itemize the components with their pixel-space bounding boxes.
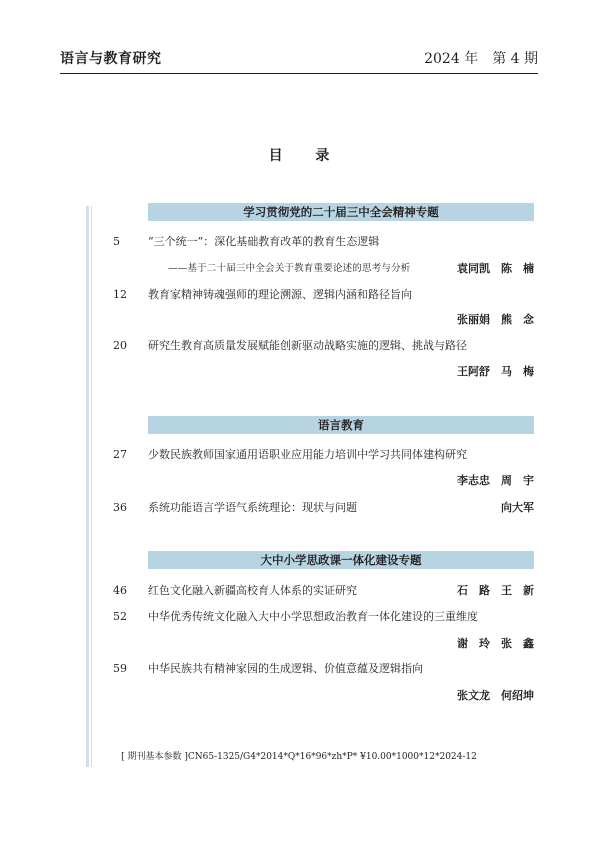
entry-page-number: 36 — [113, 501, 127, 514]
entry-page-number: 12 — [113, 288, 127, 301]
entry-title[interactable]: 系统功能语言学语气系统理论：现状与问题 — [148, 501, 357, 514]
entry-title[interactable]: 研究生教育高质量发展赋能创新驱动战略实施的逻辑、挑战与路径 — [148, 339, 467, 352]
entry-author: 谢 玲 张 鑫 — [457, 637, 534, 650]
entry-title[interactable]: 教育家精神铸魂强师的理论溯源、逻辑内涵和路径旨向 — [148, 288, 412, 301]
entry-page-number: 27 — [113, 448, 127, 461]
entry-page-number: 5 — [113, 235, 120, 248]
entry-title[interactable]: 中华优秀传统文化融入大中小学思想政治教育一体化建设的三重维度 — [148, 610, 478, 623]
entry-page-number: 20 — [113, 339, 127, 352]
entry-title[interactable]: “三个统一”：深化基础教育改革的教育生态逻辑 — [148, 235, 380, 248]
section-heading: 学习贯彻党的二十届三中全会精神专题 — [148, 203, 534, 221]
entry-author: 张丽娟 熊 念 — [457, 313, 534, 326]
journal-name: 语言与教育研究 — [60, 51, 162, 67]
header-rule — [60, 73, 538, 74]
entry-author: 向大军 — [501, 501, 534, 514]
page-header — [60, 46, 538, 70]
entry-title[interactable]: 红色文化融入新疆高校育人体系的实证研究 — [148, 584, 357, 597]
section-heading: 大中小学思政课一体化建设专题 — [148, 551, 534, 569]
entry-author: 李志忠 周 宇 — [457, 474, 534, 487]
journal-parameters-footer: [ 期刊基本参数 ]CN65-1325/G4*2014*Q*16*96*zh*P* ¥10.00*1000*12*2024-12 — [121, 752, 477, 762]
entry-author: 张文龙 何绍坤 — [457, 689, 534, 702]
entry-subtitle: ——基于二十届三中全会关于教育重要论述的思考与分析 — [168, 263, 411, 274]
section-heading: 语言教育 — [148, 416, 534, 434]
decorative-vertical-bar — [86, 206, 89, 767]
entry-page-number: 46 — [113, 584, 127, 597]
entry-author: 王阿舒 马 梅 — [457, 365, 534, 378]
entry-title[interactable]: 中华民族共有精神家园的生成逻辑、价值意蕴及逻辑指向 — [148, 662, 423, 675]
entry-page-number: 52 — [113, 610, 127, 623]
entry-page-number: 59 — [113, 662, 127, 675]
toc-title: 目 录 — [268, 148, 344, 164]
issue-label: 2024 年 第 4 期 — [424, 51, 538, 67]
decorative-vertical-line — [91, 206, 92, 767]
entry-title[interactable]: 少数民族教师国家通用语职业应用能力培训中学习共同体建构研究 — [148, 448, 467, 461]
entry-author: 石 路 王 新 — [457, 584, 534, 597]
entry-author: 袁同凯 陈 楠 — [457, 262, 534, 275]
